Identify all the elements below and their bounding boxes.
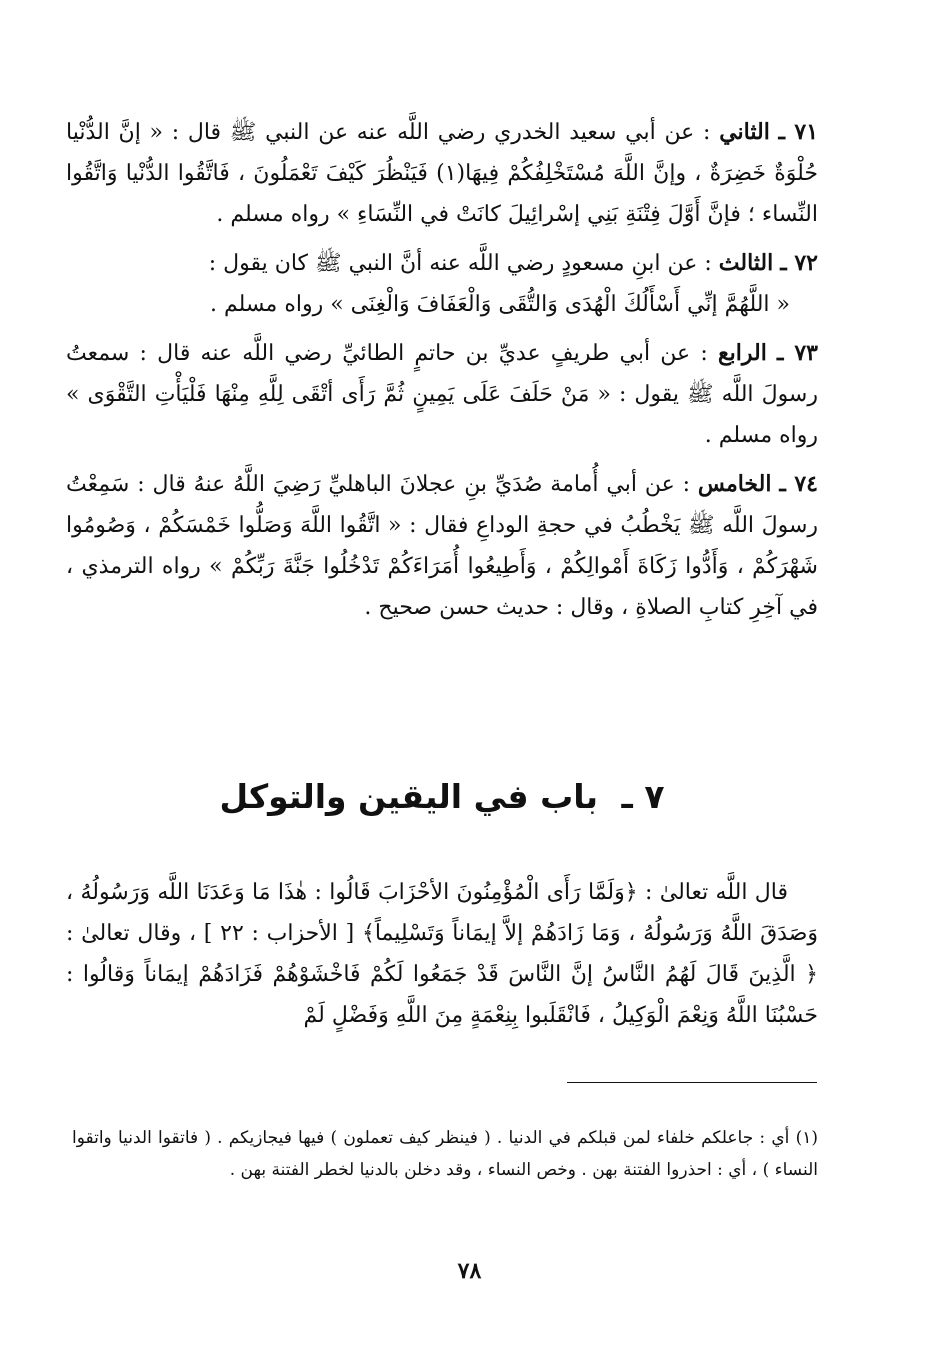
hadith-quote: « اللَّهُمَّ إنِّي أَسْأَلُكَ الْهُدَى وَالتُّقَى وَالْعَفَافَ وَالْغِنَى » رواه مسلم . <box>210 292 790 317</box>
chapter-intro-text: قال اللَّه تعالىٰ : ﴿وَلَمَّا رَأَى الْمُؤْمِنُونَ الأحْزَابَ قَالُوا : هٰذَا مَا وَعَدَنَا اللَّه وَرَسُولُهُ ، وَصَدَقَ اللَّهُ وَرَسُولُهُ ، وَمَا زَادَهُمْ إلاَّ إيمَاناً وَتَسْلِيماً﴾ [ الأحزاب : ٢٢ ] ، وقال تعالىٰ : ﴿ الَّذِينَ قَالَ لَهُمُ النَّاسُ إنَّ النَّاسَ قَدْ جَمَعُوا لَكُمْ فَاخْشَوْهُمْ فَزَادَهُمْ إيمَاناً وَقالُوا : حَسْبُنَا اللَّهُ وَنِعْمَ الْوَكِيلُ ، فَانْقَلَبوا بِنِعْمَةٍ مِنَ اللَّهِ وَفَضْلٍ لَمْ <box>66 880 818 1028</box>
hadith-number: ٧٢ ـ <box>780 250 818 276</box>
hadith-number: ٧٤ ـ <box>779 471 818 497</box>
hadith-text: : عن ابنِ مسعودٍ رضي اللَّه عنه أنَّ النبي ﷺ كان يقول : <box>208 251 712 276</box>
hadith-ordinal: الثاني <box>719 119 770 145</box>
hadith-71 <box>66 112 818 235</box>
chapter-number: ٧ ـ <box>621 777 665 816</box>
footnote-separator <box>567 1082 817 1083</box>
hadith-text: : عن أبي طريفٍ عديِّ بن حاتمٍ الطائيِّ رضي اللَّه عنه قال : سمعتُ رسولَ اللَّه ﷺ يقول : « مَنْ حَلَفَ عَلَى يَمِينٍ ثُمَّ رَأَى أتْقَى لِلَّهِ مِنْهَا فَلْيَأْتِ التَّقْوَى » رواه مسلم . <box>66 341 818 448</box>
hadith-74 <box>66 464 818 628</box>
hadith-number: ٧٣ ـ <box>777 340 818 366</box>
hadith-73 <box>66 333 818 456</box>
hadith-ordinal: الثالث <box>718 250 774 276</box>
hadith-list <box>66 112 818 636</box>
hadith-ordinal: الخامس <box>697 471 772 497</box>
hadith-text: : عن أبي سعيد الخدري رضي اللَّه عنه عن النبي ﷺ قال : « إنَّ الدُّنْيا حُلْوَةٌ خَضِرَةٌ ، وإنَّ اللَّهَ مُسْتَخْلِفُكُمْ فِيهَا(١) فَيَنْظُرَ كَيْفَ تَعْمَلُونَ ، فَاتَّقُوا الدُّنْيا وَاتَّقُوا النِّساء ؛ فإنَّ أَوَّلَ فِتْنَةِ بَنِي إسْرائِيلَ كانَتْ في النِّسَاءِ » رواه مسلم . <box>66 120 819 227</box>
hadith-72 <box>66 243 818 325</box>
chapter-heading <box>66 772 818 822</box>
footnote: (١) أي : جاعلكم خلفاء لمن قبلكم في الدنيا . ( فينظر كيف تعملون ) فيها فيجازيكم . ( فاتقوا الدنيا واتقوا النساء ) ، أي : احذروا الفتنة بهن . وخص النساء ، وقد دخلن بالدنيا لخطر الفتنة بهن . <box>72 1128 818 1180</box>
page-number: ٧٨ <box>457 1258 482 1284</box>
chapter-title: باب في اليقين والتوكل <box>219 777 599 816</box>
hadith-number: ٧١ ـ <box>778 119 819 145</box>
hadith-text: : عن أبي أُمامة صُدَيِّ بنِ عجلانَ الباهليِّ رَضِيَ اللَّهُ عنهُ قال : سَمِعْتُ رسولَ اللَّه ﷺ يَخْطُبُ في حجةِ الوداعِ فقال : « اتَّقُوا اللَّهَ وَصَلُّوا خَمْسَكُمْ ، وَصُومُوا شَهْرَكُمْ ، وَأَدُّوا زَكَاةَ أَمْوالِكُمْ ، وَأَطِيعُوا أُمَرَاءَكُمْ تَدْخُلُوا جَنَّةَ رَبِّكُمْ » رواه الترمذي ، في آخِرِ كتابِ الصلاةِ ، وقال : حديث حسن صحيح . <box>66 472 819 620</box>
hadith-ordinal: الرابع <box>717 340 767 366</box>
